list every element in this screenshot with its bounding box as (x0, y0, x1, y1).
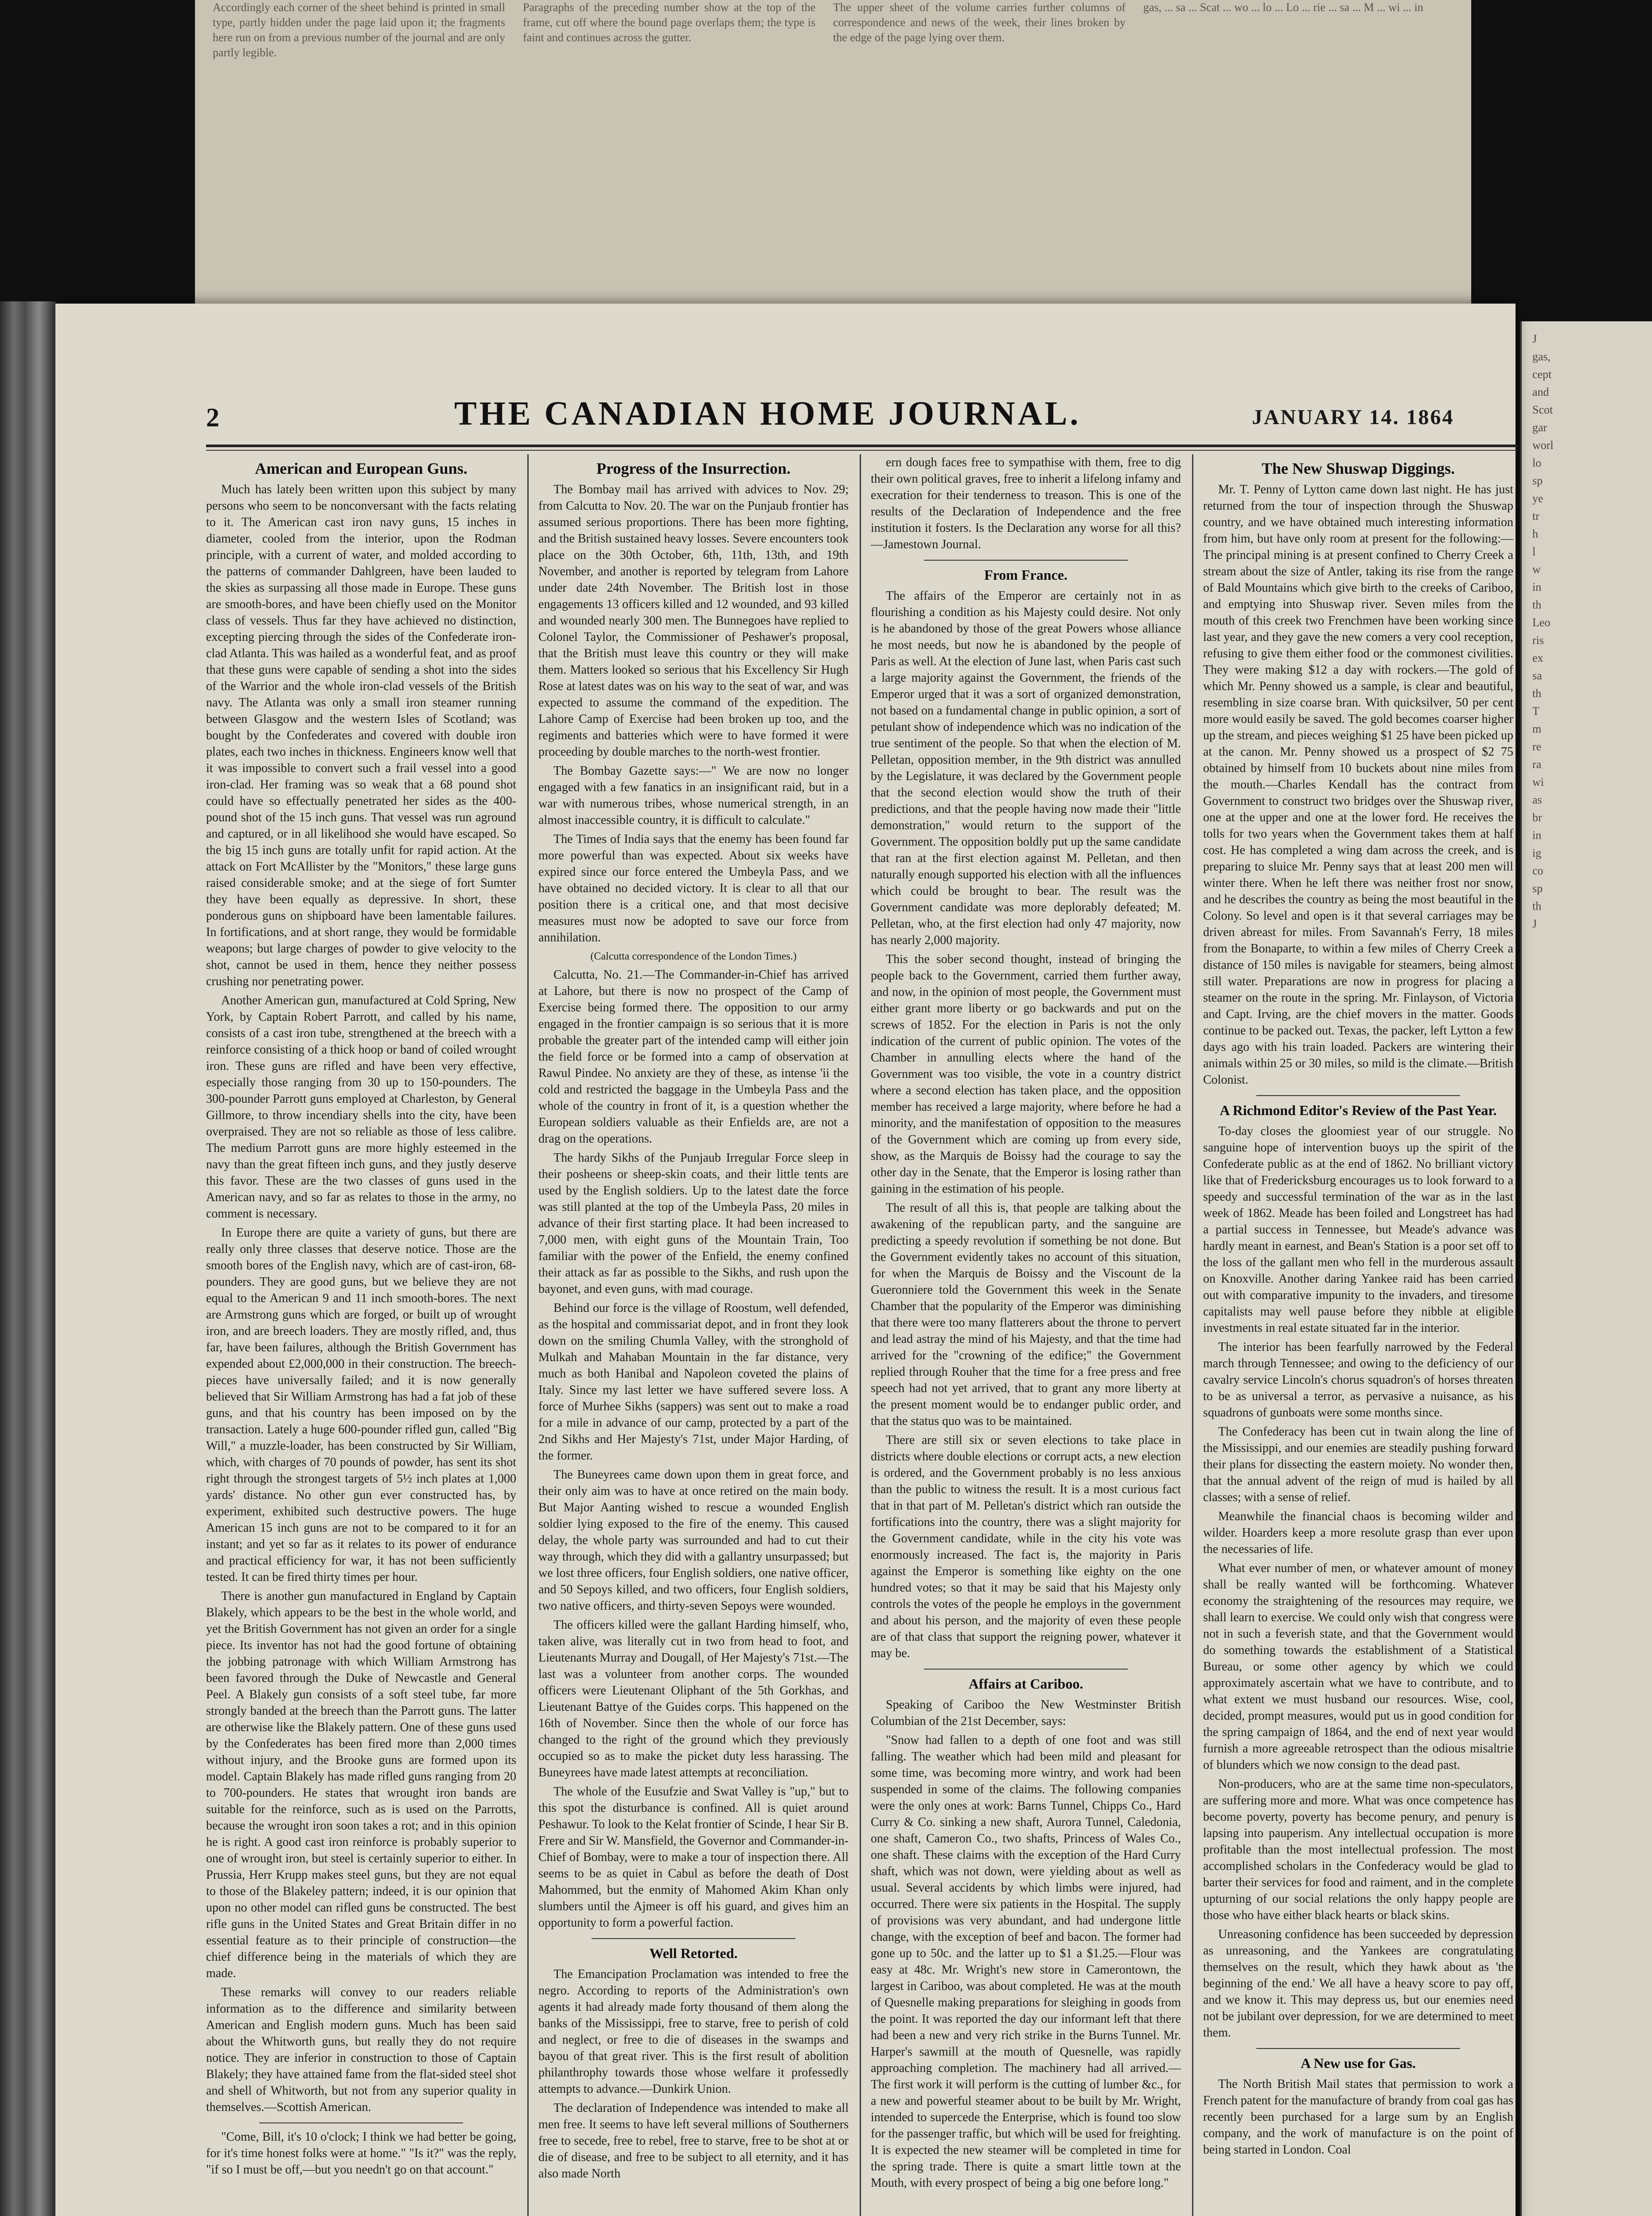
newspaper-page (55, 304, 1516, 2216)
source-note: (Calcutta correspondence of the London Times.) (590, 951, 797, 962)
adjacent-page-fragment: and (1532, 386, 1549, 398)
adjacent-page-fragment: w (1532, 563, 1541, 576)
adjacent-page-fragment: l (1532, 545, 1536, 558)
background-text: The upper sheet of the volume carries further columns of correspondence and news of the week, their lines broken by the edge of the page lying over them. (833, 1, 1126, 44)
paragraph: Speaking of Cariboo the New Westminster British Columbian of the 21st December, says: (871, 1698, 1181, 1728)
article-body (871, 588, 1181, 1662)
paragraph: The hardy Sikhs of the Punjaub Irregular Force sleep in their posheens or sheep-skin coats, and their little tents are used by the English soldiers. Up to the latest date the force was still planted at the top of the Umbeyla Pass, 20 miles in advance of their first starting place. It had been increased to 7,000 men, with eight guns of the Mountain Train, Too familiar with the power of the Enfield, the enemy confined their attack as far as possible to the Sikhs, and rush upon the bayonet, and even guns, with mad courage. (538, 1151, 849, 1296)
paragraph: The Confederacy has been cut in twain along the line of the Mississippi, and our enemies are steadily pushing forward their plans for dissecting the eastern moiety. No wonder then, that the annual advent of the reign of mud is hailed by all classes; with a sense of relief. (1203, 1425, 1513, 1504)
article-body (538, 481, 849, 946)
background-text: Accordingly each corner of the sheet behind is printed in small type, partly hidden under the page laid upon it; the fragments here run on from a previous number of the journal and are only partly legible. (213, 1, 505, 59)
background-column (1143, 0, 1436, 306)
paragraph: Another American gun, manufactured at Cold Spring, New York, by Captain Robert Parrott, and called by his name, consists of a cast iron tube, strengthened at the breech with a reinforce consisting of a thick hoop or band of coiled wrought iron. These guns are rifled and have been very effective, especially those ranging from 30 up to 150-pounders. The 300-pounder Parrott guns employed at Charleston, by General Gillmore, to throw incendiary shells into the city, have been overpraised. They are not so reliable as those of less calibre. The medium Parrott guns are more highly esteemed in the navy than the great fifteen inch guns, and they justly deserve this favor. These are the two classes of guns used in the American navy, and so far as relates to those in the army, no comment is necessary. (206, 994, 516, 1221)
masthead-rule (206, 445, 1518, 447)
background-text: gas, ... sa ... Scat ... wo ... lo ... Lo ... rie ... sa ... M ... wi ... in (1143, 1, 1423, 14)
paragraph: Mr. T. Penny of Lytton came down last night. He has just returned from the tour of inspection through the Shuswap country, and we have obtained much interesting information from him, but have only room at present for the following:—The principal mining is at present confined to Cherry Creek a stream about the size of Antler, taking its rise from the range of Bald Mountains which give birth to the creeks of Cariboo, and emptying into Shuswap river. Seven miles from the mouth of this creek two Frenchmen have been working since last year, and they gave the new comers a very cool reception, refusing to give them either food or the commonest civilities. They were making $12 a day with rockers.—The gold of which Mr. Penny showed us a sample, is clear and beautiful, resembling in size coarse bran. With quicksilver, 50 per cent more would easily be saved. The gold becomes coarser higher up the stream, and pieces weighing $1 25 have been picked up at the canon. Mr. Penny showed us a prospect of $2 75 obtained by himself from 10 buckets about nine miles from the mouth.—Charles Kendall has the contract from Government to construct two bridges over the Shuswap river, one at the upper and one at the lower ford. He receives the tolls for two years when the Government takes them at half cost. He has completed a wing dam across the creek, and is preparing to sluice Mr. Penny says that at least 200 men will winter there. When he left there was neither frost nor snow, and he describes the country as being the most beautiful in the Colony. So level and open is it that several carriages may be driven abreast for miles. From Savannah's Ferry, 18 miles from the Bonaparte, to within a few miles of Cherry Creek a distance of 150 miles is navigable for steamers, being almost still water. Preparations are now in progress for placing a steamer on the route in the spring. Mr. Finlayson, of Victoria and Capt. Irving, are the chief movers in the matter. Goods continue to be packed out. Texas, the packer, left Lytton a few days ago with his train loaded. Packers are wintering their animals within 25 or 30 miles, so mild is the climate.—British Colonist. (1203, 483, 1513, 1087)
adjacent-page-fragment: co (1532, 864, 1543, 877)
background-text: Paragraphs of the preceding number show at the top of the frame, cut off where the bound page overlaps them; the type is faint and continues across the gutter. (523, 1, 815, 44)
adjacent-page-fragment: in (1532, 829, 1542, 842)
paragraph: These remarks will convey to our readers reliable information as to the difference and similarity between American and English modern guns. Much has been said about the Whitworth guns, but really they do not require notice. They are inferior in construction to those of Captain Blakely; they have attained fame from the flat-sided steel shot and shell of Whitworth, but not from any superior quality in themselves.—Scottish American. (206, 1986, 516, 2114)
adjacent-page-fragment: cept (1532, 368, 1552, 381)
column-2 (538, 454, 849, 2216)
anecdote (206, 2129, 516, 2178)
adjacent-page-fragment: ex (1532, 652, 1543, 664)
paragraph: Meanwhile the financial chaos is becoming wilder and wilder. Hoarders keep a more resolute grasp than ever upon the necessaries of life. (1203, 1510, 1513, 1556)
adjacent-page (1520, 321, 1652, 2216)
article-divider (1256, 1095, 1460, 1096)
adjacent-page-fragment: wi (1532, 776, 1544, 788)
adjacent-page-fragment: sp (1532, 474, 1543, 487)
paragraph: The Bombay Gazette says:—" We are now no longer engaged with a few fanatics in an insignificant raid, but in a war with numerous tribes, whose numerical strength, in an almost inaccessible country, it is difficult to calculate." (538, 764, 849, 827)
adjacent-page-fragment: br (1532, 811, 1542, 824)
background-newspaper-sheet (195, 0, 1471, 306)
article-divider (259, 2122, 463, 2123)
paragraph: Behind our force is the village of Roostum, well defended, as the hospital and commissariat depot, and in front they look down on the smiling Chumla Valley, with the stronghold of Mulkah and Mahaban Mountain in the far distance, very much as both Hanibal and Napoleon coveted the plains of Italy. Since my last letter we have suffered severe loss. A force of Murhee Sikhs (sappers) was sent out to make a road for a mile in advance of our camp, protected by a part of the 2nd Sikhs and Her Majesty's 71st, under Major Harding, of the former. (538, 1301, 849, 1463)
adjacent-page-text (1522, 321, 1652, 933)
background-column (213, 0, 505, 306)
paragraph: "Snow had fallen to a depth of one foot and was still falling. The weather which had been mild and pleasant for some time, was becoming more wintry, and work had been suspended in some of the claims. The following companies were the only ones at work: Barns Tunnel, Chipps Co., Hard Curry & Co. sinking a new shaft, Aurora Tunnel, Caledonia, one shaft, Cameron Co., two shafts, Princess of Wales Co., one shaft. These claims with the exception of the Hard Curry shaft, which was not down, were yielding about as well as usual. Several accidents by which limbs were injured, had occurred. There were six patients in the Hospital. The supply of provisions was very abundant, and had undergone little change, with the exception of beef and bacon. The former had gone up to 50c. and the latter up to $1 a $1.25.—Flour was easy at 48c. Mr. Wright's new store in Camerontown, the largest in Cariboo, was about completed. He was at the mouth of Quesnelle making preparations for sleighing in goods from the point. It was reported the day our informant left that there had been a new and very rich strike in the Burns Tunnel. Mr. Harper's sawmill at the mouth of Quesnelle, was rapidly approaching completion. The machinery had all arrived.—The first work it will perform is the cutting of lumber &c., for a new and powerful steamer about to be built by Mr. Wright, intended to supercede the Enterprise, which is found too slow for the passenger traffic, but which will be used for freighting. It is expected the new steamer will be completed in time for the spring trade. There is quite a smart little town at the Mouth, with every prospect of being a big one before long." (871, 1733, 1181, 2190)
adjacent-page-fragment: th (1532, 598, 1542, 611)
adjacent-page-fragment: Leo (1532, 616, 1551, 629)
article-body (538, 967, 849, 1931)
article-heading: Affairs at Cariboo. (968, 1676, 1083, 1692)
article-divider (1256, 2048, 1460, 2049)
paragraph: "Come, Bill, it's 10 o'clock; I think we had better be going, for it's time honest folks were at home." "Is it?" was the reply, "if so I must be off,—but you needn't go on that account." (206, 2130, 516, 2177)
adjacent-page-fragment: sp (1532, 882, 1543, 895)
paragraph: In Europe there are quite a variety of guns, but there are really only three classes that deserve notice. Those are the smooth bores of the English navy, which are of cast-iron, 68-pounders. They are good guns, but we believe they are not equal to the American 9 and 11 inch smooth-bores. The next are Armstrong guns which are forged, or built up of wrought iron, and are breech loaders. They are mostly rifled, and, thus far, have been failures, although the British Government has expended about £2,000,000 in their construction. The breech-pieces have universally failed; and it is now generally believed that Sir William Armstrong has had a fat job of these guns, and that his country has been imposed on by the transaction. Lately a huge 600-pounder rifled gun, called "Big Will," a muzzle-loader, has been constructed by Sir William, which, with charges of 70 pounds of powder, has sent its shot right through the strongest targets of 5½ inch plates at 1,000 yards' distance. No other gun ever constructed has, by experiment, exhibited such destructive powers. The huge American 15 inch guns are not to be compared to it for an instant; and yet so far as it relates to its power of endurance and practical efficiency for war, it has not been sufficiently tested. It can be fired thirty times per hour. (206, 1226, 516, 1584)
adjacent-page-fragment: J (1532, 917, 1537, 930)
adjacent-page-fragment: ig (1532, 847, 1542, 859)
article-body (1203, 1123, 1513, 2041)
adjacent-page-fragment: th (1532, 687, 1542, 700)
article-body (871, 1697, 1181, 2191)
paragraph: Unreasoning confidence has been succeeded by depression as unreasoning, and the Yankees are congratulating themselves on the result, which they hawk about as 'the beginning of the end.' We all have a heavy score to pay off, and we know it. This may depress us, but our enemies need not be jubilant over depression, for we are determined to meet them. (1203, 1927, 1513, 2040)
article-heading: Progress of the Insurrection. (596, 460, 791, 477)
paragraph: Calcutta, No. 21.—The Commander-in-Chief has arrived at Lahore, but there is now no prospect of the Camp of Exercise being formed there. The opposition to our army engaged in the frontier campaign is so serious that it is more probable the greater part of the intended camp will either join the field force or be formed into a camp of observation at Rawul Pindee. No anxiety are they of these, as intense 'ii the cold and restricted the baggage in the Umbeyla Pass and the whole of the country in front of it, is a question whether the European soldiers valuable as their Enfields are, are not a drag on the operations. (538, 968, 849, 1146)
column-4 (1203, 454, 1513, 2216)
paragraph: The Emancipation Proclamation was intended to free the negro. According to reports of the Administration's own agents it had already made forty thousand of them along the banks of the Mississippi, free to starve, free to perish of cold and neglect, or free to die of diseases in the swamps and bayou of that great river. This is the first result of abolition philanthrophy towards those whose welfare it professedly attempts to advance.—Dunkirk Union. (538, 1967, 849, 2096)
adjacent-page-fragment: h (1532, 527, 1538, 540)
publication-date: JANUARY 14. 1864 (1252, 406, 1454, 429)
article-body (206, 481, 516, 2115)
paragraph: ern dough faces free to sympathise with them, free to dig their own political graves, free to inherit a lifelong infamy and execration for their tenderness to treason. This is one of the results of the Declaration of Independence and the free institution it fosters. Is the Declaration any worse for all this?—Jamestown Journal. (871, 456, 1181, 551)
column-rule (527, 454, 529, 2216)
journal-title: THE CANADIAN HOME JOURNAL. (454, 395, 1081, 432)
adjacent-page-fragment: gar (1532, 421, 1547, 434)
adjacent-page-fragment: ris (1532, 634, 1544, 647)
adjacent-page-fragment: sa (1532, 669, 1542, 682)
column-rule (1192, 454, 1193, 2216)
masthead-rule-thin (206, 450, 1518, 451)
article-body (1203, 2076, 1513, 2158)
paragraph: There is another gun manufactured in England by Captain Blakely, which appears to be the best in the whole world, and yet the British Government has not given an order for a single piece. Its inventor has not had the good fortune of obtaining the jobbing patronage with which William Armstrong has been favored through the Duke of Newcastle and General Peel. A Blakely gun consists of a soft steel tube, far more strongly banded at the breech than the Parrott guns. The latter are otherwise like the Blakely pattern. One of these guns used by the Confederates has been fired more than 2,000 times without injury, and the Brooke guns are formed upon its model. Captain Blakely has made rifled guns ranging from 20 to 700-pounders. He states that wrought iron bands are suitable for the reinforce, such as is used on the Parrotts, because the wrought iron soon takes a rot; and in this opinion he is right. A good cast iron reinforce is probably superior to one of wrought iron, but steel is certainly superior to either. In Prussia, Herr Krupp makes steel guns, but they are not equal to those of the Blakeley pattern; indeed, it is our opinion that upon no other model can rifled guns be constructed. The best rifle guns in the United States and Great Britain differ in no essential feature as to their principle of construction—the chief difference being in the materials of which they are made. (206, 1589, 516, 1980)
article-body (1203, 481, 1513, 1088)
paragraph: The result of all this is, that people are talking about the awakening of the republican party, and the sanguine are predicting a speedy revolution if something be not done. But the Government evidently takes no account of this situation, for when the Marquis de Boissy and the Viscount de la Gueronniere told the Government this week in the Senate Chamber that the popularity of the Emperor was diminishing that there were too many flatterers about the throne to pervert and lead astray the mind of his Majesty, and that the time had arrived for the "crowning of the edifice;" the Government replied through Rouher that the time for a free press and free speech had not yet arrived, that to grant any more liberty at the present moment would be to endanger public order, and that the status quo was to be maintained. (871, 1201, 1181, 1428)
adjacent-page-fragment: worl (1532, 439, 1554, 452)
adjacent-page-fragment: lo (1532, 456, 1542, 469)
adjacent-page-fragment: as (1532, 793, 1542, 806)
paragraph: There are still six or seven elections to take place in districts where double elections or corrupt acts, a new election is ordered, and the Government probably is no less anxious than the public to witness the result. It is a most curious fact that in that part of M. Pelletan's district which ran outside the fortifications into the country, there was a slight majority for the Government candidate, while in the city his vote was enormously increased. The fact is, the majority in Paris against the Emperor is something like eighty on the one hundred votes; so that it may be said that his Majesty only controls the votes of the people he employs in the government and about his person, and the majority of even these people are of that class that support the reigning power, whatever it may be. (871, 1433, 1181, 1660)
paragraph: Non-producers, who are at the same time non-speculators, are suffering more and more. What was once competence has become poverty, poverty has become penury, and penury is lapsing into pauperism. Any intellectual occupation is more profitable than the most intellectual profession. The most accomplished scholars in the Confederacy would be glad to barter their services for food and raiment, and in the complete upturning of our social relations the only happy people are those who have either black hearts or black skins. (1203, 1777, 1513, 1922)
adjacent-page-fragment: in (1532, 581, 1542, 593)
page-number: 2 (206, 403, 219, 432)
paragraph: The whole of the Eusufzie and Swat Valley is "up," but to this spot the disturbance is confined. All is quiet around Peshawur. To look to the Kelat frontier of Scinde, I hear Sir B. Frere and Sir W. Mansfield, the Governor and Commander-in-Chief of Bombay, were to make a tour of inspection there. All seems to be as quiet in Cabul as before the death of Dost Mahommed, but the enmity of Mahomed Akim Khan only slumbers until the Ajmeer is off his guard, and gives him an opportunity to form a powerful faction. (538, 1785, 849, 1930)
adjacent-page-fragment: th (1532, 900, 1542, 913)
paragraph: What ever number of men, or whatever amount of money shall be really wanted will be forthcoming. Whatever economy the straightening of the resources may require, we shall learn to exercise. We could only wish that congress were not in such a feverish state, and that the Government would do something towards the establishment of a Statistical Bureau, or some other agency by which we could approximately ascertain what we have to contribute, and to what extent we must husband our resources. Wise, cool, decided, prompt measures, would put us in good condition for the spring campaign of 1864, and the end of next year would furnish a more agreeable retrospect than the odious misaltrie of blunders which we now consign to the dead past. (1203, 1561, 1513, 1772)
paragraph: The affairs of the Emperor are certainly not in as flourishing a condition as his Majesty could desire. Not only is he abandoned by those of the great Powers whose alliance he most needs, but now he is abandoned by the people of Paris as well. At the election of June last, when Paris cast such a large majority against the Government, the friends of the Emperor urged that it was a sort of organized demonstration, not based on a fundamental change in public opinion, a sort of petulant show of independence which was no indication of the true sentiment of the people. So that when the election of M. Pelletan, opposition member, in the 9th district was annulled by the Legislature, it was declared by the Government people that the second election would show the truth of their predictions, and that the people having now made their "little demonstration," would return to the support of the Government. The opposition boldly put up the same candidate that ran at the first election against M. Pelletan, and then naturally enough supported his election with all the influences which could be brought to bear. The result was the Government candidate was more deplorably defeated; M. Pelletan, who, at the first election had only 47 majority, now has nearly 2,000 majority. (871, 589, 1181, 947)
adjacent-page-fragment: m (1532, 722, 1542, 735)
paragraph: The Buneyrees came down upon them in great force, and their only aim was to have at once retired on the main body. But Major Aanting wished to rescue a wounded English soldier lying exposed to the fire of the enemy. This caused delay, the whole party was surrounded and had to cut their way through, which they did with a gallantry unsurpassed; but we lost three officers, four English soldiers, one native officer, and 50 Sepoys killed, and two officers, four English soldiers, two native officers, and thirty-seven Sepoys were wounded. (538, 1468, 849, 1613)
column-3 (871, 454, 1181, 2216)
adjacent-page-fragment: re (1532, 740, 1542, 753)
adjacent-page-fragment: tr (1532, 510, 1539, 523)
paragraph: The interior has been fearfully narrowed by the Federal march through Tennessee; and owing to the deficiency of our cavalry service Lincoln's chorus squadron's of horses threaten to be as universal a terror, as pervasive a nuisance, as his squadrons of gunboats were some months since. (1203, 1340, 1513, 1420)
paragraph: The declaration of Independence was intended to make all men free. It seems to have left several millions of Southerners free to secede, free to rebel, free to starve, free to be shot at or die of disease, and free to be subject to all eternity, and it has also made North (538, 2101, 849, 2181)
article-divider (924, 560, 1128, 561)
adjacent-page-fragment: ra (1532, 758, 1542, 771)
masthead (206, 394, 1518, 443)
adjacent-page-fragment: Scot (1532, 403, 1553, 416)
article-body (871, 454, 1181, 553)
book-binding (0, 301, 55, 2216)
background-column (833, 0, 1126, 306)
adjacent-page-fragment: ye (1532, 492, 1543, 505)
background-column (523, 0, 815, 306)
adjacent-page-fragment: T (1532, 705, 1539, 718)
paragraph: To-day closes the gloomiest year of our struggle. No sanguine hope of intervention buoys up the spirit of the Confederate public as at the end of 1862. No brilliant victory like that of Fredericksburg encourages us to look forward to a speedy and successful termination of the war as in the last week of 1862. Meade has been foiled and Longstreet has had a partial success in Tennessee, but Meade's advance was hardly meant in earnest, and Bean's Station is a poor set off to the loss of the gallant men who fell in the murderous assault on Knoxville. Another daring Yankee raid has been carried out with comparative impunity to the invaders, and tiresome capitalists may well pause before they nibble at eligible investments in real estate situated far in the interior. (1203, 1124, 1513, 1335)
article-divider (924, 1669, 1128, 1670)
column-1 (206, 454, 516, 2216)
article-body (538, 1966, 849, 2182)
paragraph: The officers killed were the gallant Harding himself, who, taken alive, was literally cut in two from head to foot, and Lieutenants Murray and Dougall, of Her Majesty's 71st.—The last was a volunteer from another corps. The wounded officers were Lieutenant Oliphant of the 5th Gorkhas, and Lieutenant Battye of the Guides corps. This happened on the 16th of November. Since then the whole of our force has changed to the right of the ground which they previously occupied so as to make the picket duty less harassing. The Buneyrees have made latest attempts at reconciliation. (538, 1618, 849, 1779)
paragraph: The Bombay mail has arrived with advices to Nov. 29; from Calcutta to Nov. 20. The war on the Punjaub frontier has assumed serious proportions. There has been more fighting, and the British sustained heavy losses. Severe encounters took place on the 30th October, 6th, 11th, 13th, and 19th November, and another is reported by telegram from Lahore under date 24th November. The British lost in those engagements 13 officers killed and 12 wounded, and 93 killed and wounded nearly 300 men. The Bunnegoes have replied to Colonel Taylor, the Commissioner of Peshawer's proposal, that the British must leave this country or they will make them. Matters looked so serious that his Excellency Sir Hugh Rose at latest dates was on his way to the seat of war, and was expected to assume the command of the expedition. The Lahore Camp of Exercise had been broken up too, and the regiments and batteries which were to have formed it were proceeding by double marches to the north-west frontier. (538, 483, 849, 759)
article-heading: Well Retorted. (649, 1945, 738, 1961)
paragraph: This the sober second thought, instead of bringing the people back to the Government, carried them further away, and now, in the opinion of most people, the Government must either grant more liberty or go backwards and put on the screws of 1852. For the election in Paris is not the only indication of the current of public opinion. The votes of the Chamber in annulling elects where the hand of the Government was too visible, the vote in a country district where a second election has taken place, and the opposition member has received a large majority, where before he had a minority, and the manifestation of opposition to the measures of the Government which are coming up from every side, show, as the Marquis de Boissy had the courage to say the other day in the Senate, that the Emperor is losing rather than gaining in the estimation of his people. (871, 952, 1181, 1196)
paragraph: The North British Mail states that permission to work a French patent for the manufacture of brandy from coal gas has recently been purchased for a large sum by an English company, and the work of manufacture is on the point of being started in London. Coal (1203, 2077, 1513, 2157)
column-rule (860, 454, 861, 2216)
article-heading: A New use for Gas. (1301, 2055, 1416, 2071)
article-heading: A Richmond Editor's Review of the Past Year. (1220, 1102, 1497, 1118)
article-heading: From France. (984, 567, 1068, 583)
paragraph: The Times of India says that the enemy has been found far more powerful than was expected. About six weeks have expired since our force entered the Umbeyla Pass, and we have obtained no decided victory. It is clear to all that our position there is a critical one, and that most decisive measures must now be adopted to save our force from annihilation. (538, 832, 849, 944)
article-divider (592, 1938, 795, 1939)
adjacent-page-fragment: gas, (1532, 350, 1551, 363)
article-heading: The New Shuswap Diggings. (1261, 460, 1455, 477)
paragraph: Much has lately been written upon this subject by many persons who seem to be nonconversant with the facts relating to it. The American cast iron navy guns, 15 inches in diameter, cooled from the interior, upon the Rodman principle, with a current of water, and molded according to the patterns of commander Dahlgreen, have been lauded to the skies as surpassing all those made in Europe. These guns are smooth-bores, and have been chiefly used on the Monitor class of vessels. Thus far they have achieved no distinction, excepting piercing through the sides of the Confederate iron-clad Atlanta. This was hailed as a wonderful feat, and as proof that these guns were capable of sending a shot into the sides of the Warrior and the whole iron-clad vessels of the British navy. The Atlanta was only a small iron steamer running between Glasgow and the western Isles of Scotland; was bought by the Confederates and covered with double iron plates, each two inches in thickness. Engineers know well that it was impossible to convert such a frail vessel into a good iron-clad. Her framing was so weak that a 68 pound shot could have so effectually penetrated her sides as the 400-pound shot of the 15 inch guns. That vessel was run aground and captured, or in all likelihood she would have escaped. So the big 15 inch guns are totally unfit for rapid action. At the attack on Fort McAllister by the "Monitors," these large guns raised considerable smoke; and at the siege of fort Sumter they have been equally as depressive. In short, these ponderous guns on shipboard have been lamentable failures. In fortifications, and at short range, they would be formidable weapons; but large charges of powder to give velocity to the shot, cannot be used in them, hence they neither possess crushing nor penetrating power. (206, 483, 516, 988)
adjacent-page-fragment: J (1532, 332, 1537, 345)
article-heading: American and European Guns. (255, 460, 468, 477)
